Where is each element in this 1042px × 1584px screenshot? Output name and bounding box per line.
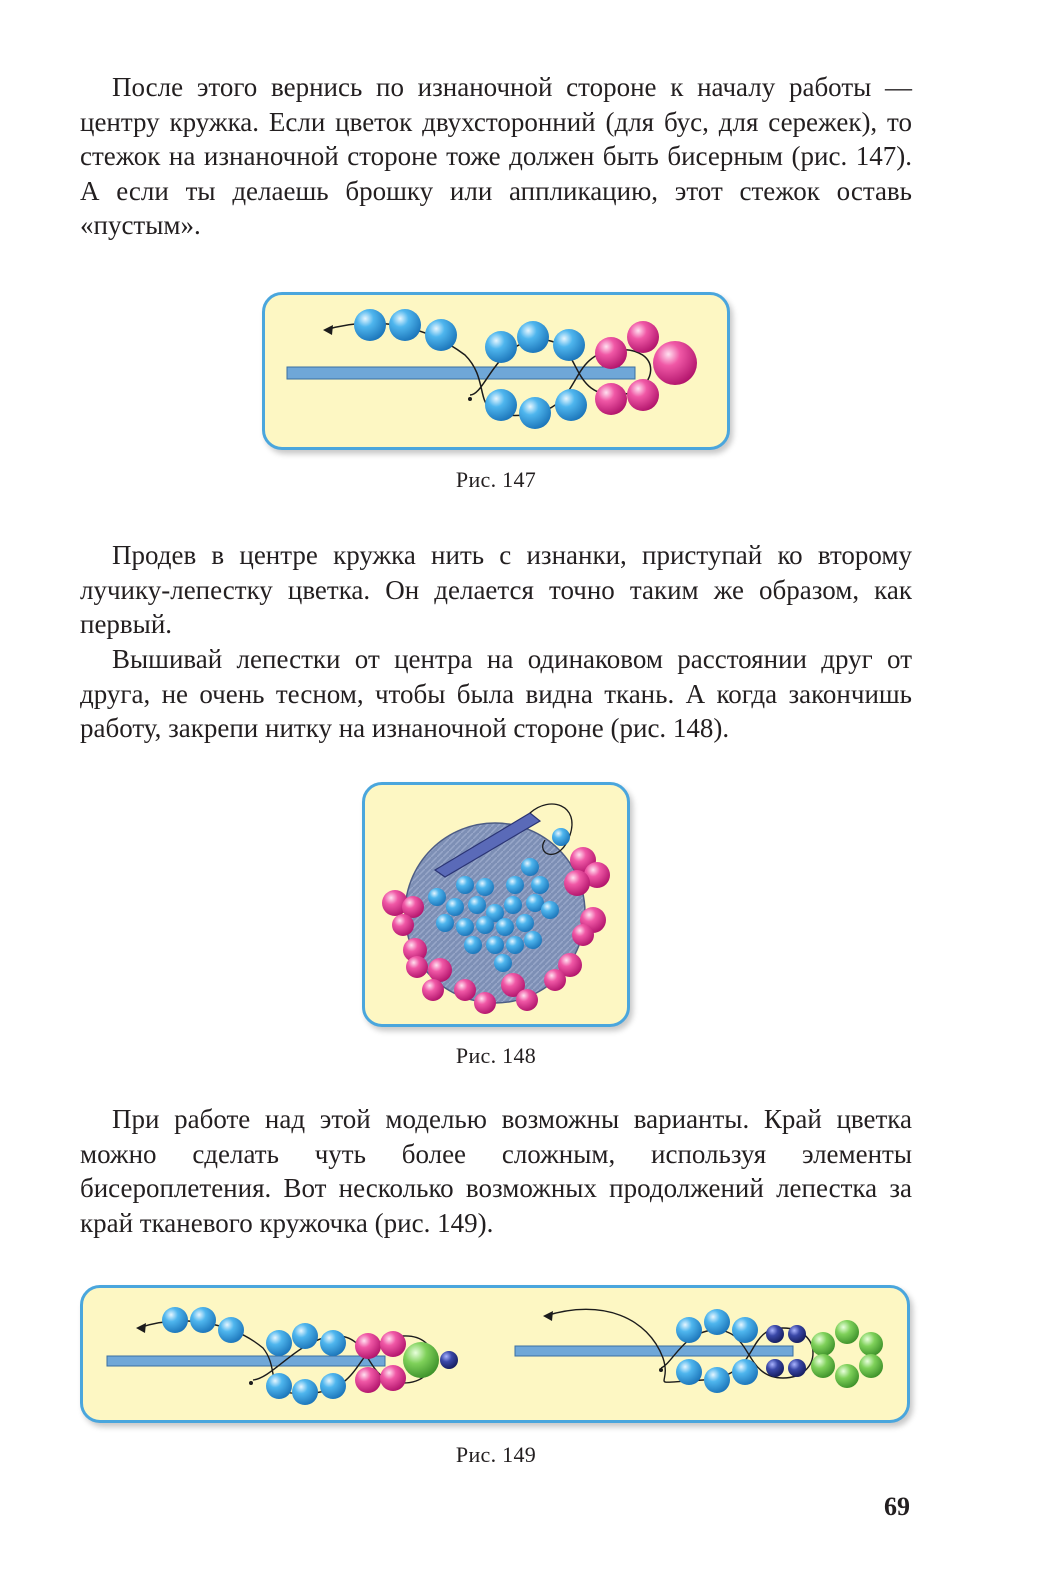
figure-147 [262, 292, 730, 450]
figure-149-illustration [83, 1288, 913, 1426]
figure-148-illustration [365, 785, 633, 1030]
figure-147-illustration [265, 295, 733, 453]
paragraph-3: Вышивай лепестки от центра на одинаковом расстоянии друг от друга, не очень тесном, чтобы была видна ткань. А когда закончишь работу, закрепи нитку на изнаночной стороне (рис. 148). [80, 644, 912, 743]
page-number: 69 [884, 1492, 910, 1521]
paragraph-2: Продев в центре кружка нить с изнанки, приступай ко второму лучику-лепестку цветка. Он делается точно таким же образом, как первый. [80, 540, 912, 639]
figure-148 [362, 782, 630, 1027]
figure-147-caption: Рис. 147 [455, 467, 537, 492]
figure-148-caption: Рис. 148 [455, 1043, 537, 1068]
figure-149 [80, 1285, 910, 1423]
paragraph-1: После этого вернись по изнаночной стороне к началу работы — центру кружка. Если цветок двухсторонний (для бус, для сережек), то стежок на изнаночной стороне тоже должен быть бисерным (рис. 147). А если ты делаешь брошку или аппликацию, этот стежок оставь «пустым». [80, 72, 912, 240]
figure-149-caption: Рис. 149 [455, 1442, 537, 1467]
paragraph-4: При работе над этой моделью возможны варианты. Край цветка можно сделать чуть более сложным, используя элементы бисероплетения. Вот несколько возможных продолжений лепестка за край тканевого кружочка (рис. 149). [80, 1104, 912, 1238]
